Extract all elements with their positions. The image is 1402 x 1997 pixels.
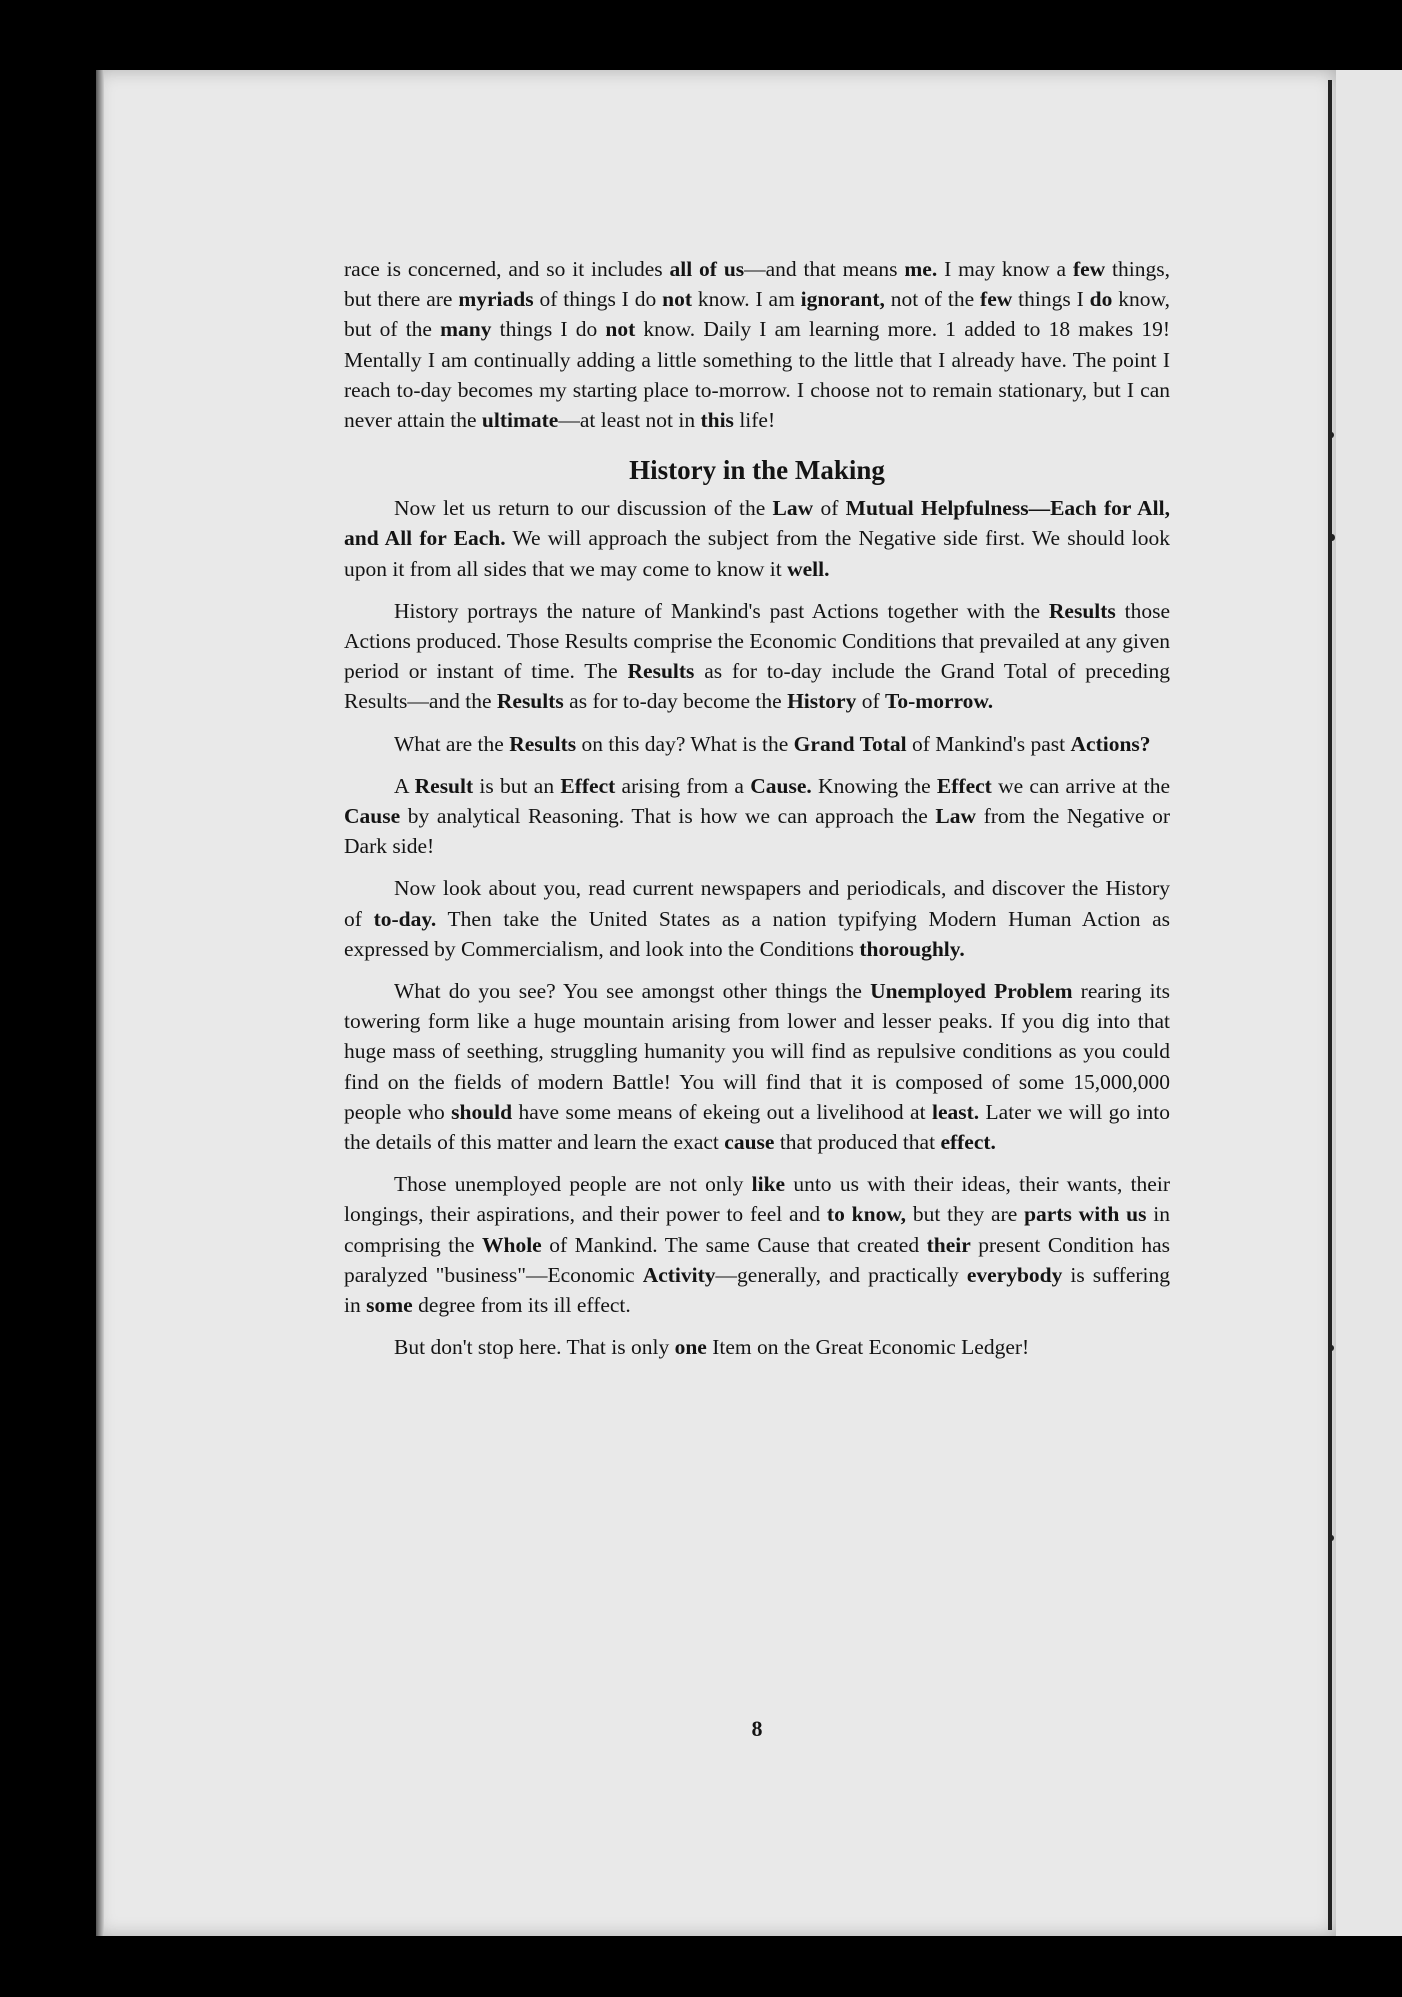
text-run: by analytical Reasoning. That is how we can approach the <box>400 804 936 829</box>
text-run: I may know a <box>937 257 1073 281</box>
bold-text-run: myriads <box>458 287 534 312</box>
bold-text-run: Unemployed Problem <box>870 979 1073 1004</box>
bold-text-run: Cause <box>344 804 401 829</box>
text-run: is suffering in <box>344 1262 1170 1318</box>
text-run: from the Negative or Dark side! <box>344 804 1170 859</box>
text-run: degree from its ill effect. <box>412 1293 631 1318</box>
text-run: in comprising the <box>344 1202 1170 1257</box>
paragraph <box>344 1169 1170 1320</box>
bold-text-run: do <box>1089 287 1113 312</box>
text-run: —and that means <box>744 257 905 281</box>
page-number: 8 <box>751 1716 763 1741</box>
text-run: things I <box>1012 287 1090 312</box>
bold-text-run: not <box>662 287 692 312</box>
bold-text-run: their <box>926 1232 971 1257</box>
bold-text-run: should <box>451 1099 513 1124</box>
text-run: rearing its towering form like a huge mountain arising from lower and lesser peaks. If you dig into that huge mass of seething, struggling humanity you will find as repulsive conditions as you could find on the fields of modern Battle! You will find that it is composed of some 15,000,000 people who <box>344 979 1170 1124</box>
page-left-edge <box>96 70 104 1936</box>
bold-text-run: Effect <box>936 773 992 798</box>
bold-text-run: Activity <box>642 1262 716 1287</box>
paragraph <box>344 729 1170 759</box>
bold-text-run: Results <box>509 731 577 756</box>
bold-text-run: me. <box>904 257 938 281</box>
text-run: we can arrive at the <box>991 773 1171 798</box>
bold-text-run: Whole <box>481 1232 542 1257</box>
text-run: but they are <box>906 1202 1025 1227</box>
text-run: Later we will go into the details of this matter and learn the exact <box>344 1099 1170 1155</box>
text-run: race is concerned, and so it includes <box>344 257 670 281</box>
text-run: have some means of ekeing out a livelihood at <box>512 1099 932 1124</box>
bold-text-run: Results <box>627 659 695 684</box>
text-run: life! <box>733 408 776 433</box>
paragraph <box>344 873 1170 964</box>
bold-text-run: parts with us <box>1024 1202 1147 1227</box>
bold-text-run: not <box>605 317 636 342</box>
paragraph <box>344 596 1170 717</box>
bold-text-run: least. <box>931 1099 980 1124</box>
text-run: of <box>813 496 846 521</box>
bold-text-run: all of us <box>669 257 745 281</box>
bold-text-run: Mutual Helpfulness—Each for All, and All for Each. <box>344 496 1170 551</box>
text-run: of <box>856 689 886 714</box>
bold-text-run: cause <box>724 1130 775 1155</box>
paragraph <box>344 976 1170 1157</box>
bold-text-run: Effect <box>560 773 616 798</box>
bold-text-run: everybody <box>966 1262 1063 1287</box>
text-run: Knowing the <box>811 773 937 798</box>
text-run: Item on the Great Economic Ledger! <box>706 1335 1030 1360</box>
bold-text-run: Law <box>935 804 976 829</box>
facing-page-edge <box>1336 70 1402 1936</box>
paragraph <box>344 493 1170 584</box>
bold-text-run: Results <box>496 689 564 714</box>
scan-speck <box>1329 1535 1334 1541</box>
text-run: Then take the United States as a nation typifying Modern Human Action as expressed by Commercialism, and look into the Conditions <box>344 906 1170 961</box>
text-run: know, but of the <box>344 287 1170 342</box>
text-run: things, but there are <box>344 257 1170 312</box>
text-run: not of the <box>884 287 981 312</box>
text-run: present Condition has paralyzed "business"—Economic <box>344 1232 1170 1287</box>
bold-text-run: Cause. <box>750 773 812 798</box>
text-run: of things I do <box>533 287 663 312</box>
text-run: know. Daily I am learning more. 1 added to 18 makes 19! Mentally I am continually adding a little something to the little that I already have. The point I reach to-day becomes my starting place to-morrow. I choose not to remain stationary, but I can never attain the <box>344 317 1170 433</box>
bold-text-run: Results <box>1048 598 1116 623</box>
bold-text-run: few <box>980 287 1013 312</box>
bold-text-run: few <box>1072 257 1106 281</box>
bold-text-run: Actions? <box>1070 731 1151 756</box>
text-run: as for to-day include the Grand Total of preceding Results—and the <box>344 659 1171 714</box>
bold-text-run: ultimate <box>481 408 559 433</box>
section-heading: History in the Making <box>629 455 885 486</box>
text-run: as for to-day become the <box>563 689 788 714</box>
bold-text-run: Result <box>414 773 474 798</box>
bold-text-run: History <box>787 689 857 714</box>
text-run: What do you see? You see amongst other things the <box>394 979 871 1004</box>
bold-text-run: to-day. <box>373 906 437 931</box>
text-run: that produced that <box>774 1130 941 1155</box>
bold-text-run: like <box>751 1172 786 1197</box>
text-run: is but an <box>473 773 561 798</box>
text-run: —generally, and practically <box>715 1262 967 1287</box>
bold-text-run: one <box>674 1335 707 1360</box>
text-run: of Mankind. The same Cause that created <box>541 1232 927 1257</box>
text-run: We will approach the subject from the Negative side first. We should look upon it from all sides that we may come to know it <box>344 526 1171 581</box>
bold-text-run: well. <box>787 556 830 581</box>
text-run: know. I am <box>691 287 801 312</box>
scan-speck <box>1329 432 1334 438</box>
bold-text-run: To-morrow. <box>885 689 994 714</box>
bold-text-run: many <box>440 317 492 342</box>
text-run: arising from a <box>615 773 751 798</box>
text-run: of Mankind's past <box>906 731 1071 756</box>
text-run: A <box>394 773 415 798</box>
text-run: unto us with their ideas, their wants, their longings, their aspirations, and their power to feel and <box>344 1172 1170 1227</box>
bold-text-run: Law <box>772 496 814 521</box>
text-run: History portrays the nature of Mankind's past Actions together with the <box>394 598 1049 623</box>
paragraph <box>344 254 1170 435</box>
scan-speck <box>1329 534 1335 541</box>
bold-text-run: to know, <box>826 1202 907 1227</box>
page-text-body <box>344 254 1171 1741</box>
bold-text-run: ignorant, <box>800 287 885 312</box>
bold-text-run: some <box>366 1293 413 1318</box>
bold-text-run: Grand Total <box>793 731 907 756</box>
text-run: What are the <box>394 731 510 756</box>
paragraph <box>344 1332 1170 1362</box>
text-run: Those unemployed people are not only <box>394 1172 752 1197</box>
text-run: Now look about you, read current newspapers and periodicals, and discover the History of <box>344 876 1170 931</box>
paragraph <box>344 771 1170 862</box>
scan-speck <box>1329 1345 1334 1351</box>
bold-text-run: effect. <box>940 1130 996 1155</box>
text-run: —at least not in <box>558 408 701 433</box>
text-run: things I do <box>491 317 606 342</box>
text-run: Now let us return to our discussion of the <box>394 496 773 521</box>
bold-text-run: this <box>700 408 734 433</box>
page-gutter <box>1328 80 1332 1930</box>
bold-text-run: thoroughly. <box>859 936 965 961</box>
text-run: But don't stop here. That is only <box>394 1335 675 1360</box>
text-run: on this day? What is the <box>576 731 794 756</box>
text-run: those Actions produced. Those Results comprise the Economic Conditions that prevailed at any given period or instant of time. The <box>344 598 1170 684</box>
